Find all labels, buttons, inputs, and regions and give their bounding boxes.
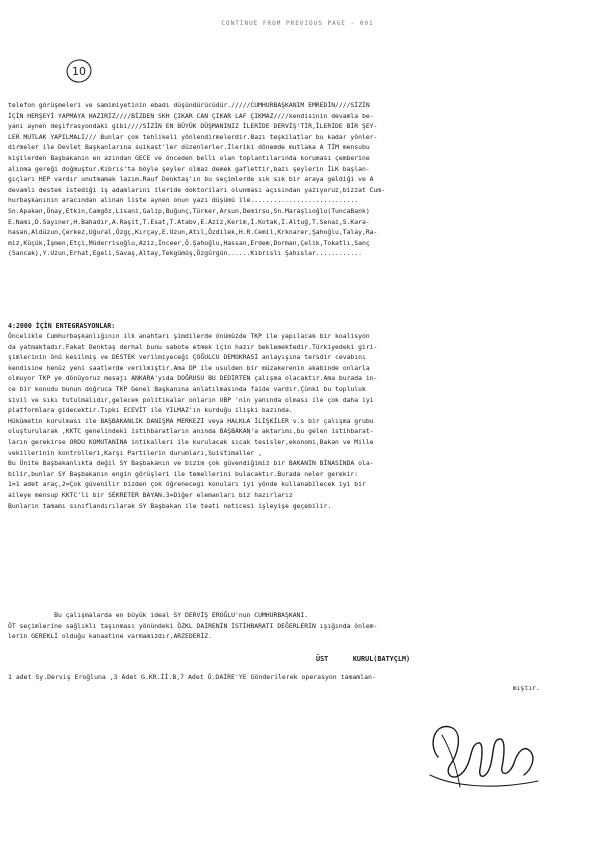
- text-line: oluşturularak ,KKTC genelindeki istihbaratların anında BAŞBAKAN'a aktarımı,bu gelen istihbarat-: [8, 427, 374, 436]
- text-line: vekillerinin kontrolleri,Karşı Partilerin durumları,Suistimaller ,: [8, 448, 262, 457]
- text-line: (Sancak),Y.Uzun,Erhat,Egeli,Savaş,Altay,Tekgümüş,Özgürgün......Kıbrıslı Şahıslar............: [8, 249, 362, 258]
- text-line: kendisine henüz yeni saatlerde verilmiştir.Ama DP ile usulden bir müzakerenin akabinde onlarla: [8, 363, 370, 372]
- text-line: devamlı destek istediği iş adamlarını ileride doktoriları olunması açısından yazıyoruz,bizzat Cum-: [8, 185, 386, 194]
- text-line: Öncelikle Cumhurbaşkanlığının ilk anahtarı şimdilerde önümüzde TKP ile yapılacak bir koalisyon: [8, 332, 370, 340]
- text-line: hurbaşkanının aracından alınan liste aynen onun yazı düşümü ile............................: [8, 196, 359, 205]
- paragraph-conclusion: [8, 610, 568, 642]
- signature-icon: [420, 705, 550, 800]
- page-number-text: 10: [72, 65, 86, 78]
- section-heading: 4:2000 İÇİN ENTEGRASYONLAR:: [8, 322, 116, 330]
- text-line: platformlara gidecektir.Tıpkı ECEVİT ile YILMAZ'ın kurduğu ilişki bazında.: [8, 406, 293, 415]
- text-line: Sn.Apakan,Önay,Etkin,Camgöz,Lisani,Galip,Buğunç,Türker,Arsun,Demirsu,Sn.Maraşlıoğlu(TuncaBank): [8, 206, 370, 215]
- text-line: gıçları HEP vardır unutmamak lazım.Rauf Denktaş'ın bu seçimlerde sık sık bir araya geldiği ve A: [8, 175, 374, 184]
- text-line: lerin GEREKLİ olduğu kanaatine varmamızdır.ARZEDERİZ.: [8, 632, 212, 641]
- text-line: ce bir konudu bunun doğruca TKP Genel Başkanına anlatılmasında faide vardır.Çünki bu topluluk: [8, 384, 366, 393]
- paragraph-integrations: [8, 331, 568, 511]
- page-header: CONTINUE FROM PREVIOUS PAGE - 001: [221, 20, 374, 27]
- text-line: İÇİN HERŞEYİ YAPMAYA HAZIRIZ////BİZDEN SKH ÇIKAR CAN ÇIKAR LAF ÇIKMAZ////kendisinin devamla be-: [8, 111, 374, 120]
- text-line: olmuyor TKP ye dönüyoruz mesajı ANKARA'yıda DOĞRUSU BU DEDİRTEN çalışma olacaktır.Ama burada in-: [8, 374, 378, 383]
- distribution-note: [8, 672, 568, 693]
- handwritten-signature: [420, 705, 550, 800]
- distribution-line: 1 adet Sy.Derviş Eroğluna ,3 Adet G.KR.İİ.B,7 Adet Ö.DAİRE'YE Gönderilerek operasyon tamamlan-: [8, 673, 376, 681]
- text-line: 1=1 adet araç,2=Çok güvenilir bizden çok öğrenecegi konuları iyi yönde kullanabilecek iyi bir: [8, 480, 366, 489]
- text-line: dirmeler ile Devlet Başkanlarına suikast'ler düzenlerler.İleriki dönemde mutlaka A TİM mensubu: [8, 143, 370, 152]
- text-line: miz,Küçük,İşmen,Etçi,Müderrisoğlu,Aziz,İnceer,Ö.Şahoğlu,Hassan,Erdem,Dorman,Çelik,Tokatlı,Sanç: [8, 238, 370, 247]
- distribution-line-end: mıştır.: [512, 683, 540, 692]
- text-line: bilir,bunlar SY Başbakanın engin görüşleri ile temellerini bulacaktır.Burada neler gerekir:: [8, 469, 359, 478]
- text-line: şimlerinin önü kesilmiş ve DESTEK verilmiyeceği ÇOĞULCU DEMOKRASİ anlayışına tersdir cevabını: [8, 353, 366, 362]
- text-line: telefon görüşmeleri ve samimiyetinin ebadı düşündürücüdür./////CUMHURBAŞKANIM EMREDİN////SİZİN: [8, 101, 370, 109]
- text-line: kişilerden Başbakanın en azından GECE ve önceden belli olan toplantılarında koruması çemberine: [8, 153, 370, 162]
- paragraph-intro: [8, 100, 568, 259]
- text-line: alınma gereği doğmuştur.Kıbrıs'ta böyle şeyler olmaz demek gaflettir,bazı şeylerin İLK başlan-: [8, 164, 370, 173]
- text-line: ların gerekirse ORDU KOMUTANINA intikalleri ile kurulacak sıcak tesisler,ekonomi,Bakan ve Mille: [8, 437, 374, 446]
- text-line: ÖT seçimlerine sağlıklı taşınması yönündeki ÖZKL DAİRENİN İSTİHBARATI DEĞERLERİN ışığında önlem-: [8, 621, 378, 630]
- text-line: aileye mensup KKTC'li bir SEKRETER BAYAN.3=Diğer elemanları biz hazırlarız: [8, 490, 293, 499]
- text-line: E.Namı,D.Sayıner,H.Bahadır,A.Raşit,T.Esat,T.Atabv,E.Aziz,Kerim,İ.Kotak,İ.Altuğ,T.Senai,S.Kara-: [8, 217, 370, 226]
- text-line: Bunların tamamı sınıflandırılarak SY Başbakan ile teati neticesi işleyişe geçebilir.: [8, 501, 332, 510]
- text-line: Hükümetin kurulması ile BAŞBAKANLIK DANIŞMA MERKEZİ veya HALKLA İLİŞKİLER v.s bir çalışma grubu: [8, 416, 374, 425]
- text-line: yanı aynen deşifrasyondaki gibi////SİZİN EN BÜYÜK DÜŞMANINIZ İLERİDE DERVİŞ'TİR,İLERİDE BİR ŞEY-: [8, 122, 378, 131]
- circled-number-icon: [64, 56, 94, 86]
- text-line: hasan,Aldüzun,Çerkez,Uğural,Özgç,Kırçay,E.Uzun,Atıl,Özdilek,H.R.Cemil,Krknarer,Şahoğlu,Talay,Ra-: [8, 228, 378, 237]
- text-line: Bu çalışmalarda en büyük ideal SY DERVİŞ EROĞLU'nun CUMHURBAŞKANI.: [8, 611, 309, 619]
- page-number-mark: [64, 56, 94, 86]
- text-line: da yatmaktadır.Fakat Denktaş derhal bunu sabote etmek için hazır beklemektedir.Türkiyedeki giri-: [8, 342, 378, 351]
- signature-block-label: ÜST KURUL(BATYÇLM): [316, 655, 411, 663]
- text-line: sivil ve sıkı tutulmalıdır,gelecek politikalar onların UBP 'nin yanında olması ile çok daha iyi: [8, 395, 374, 404]
- text-line: LER MUTLAK YAPILMALI/// Bunlar çok tehlikeli yönlendirmelerdir.Bazı teşkilatlar bu kadar yönler-: [8, 132, 378, 141]
- text-line: Bu Ünite Başbakanlıkta değil SY Başbakanın ve bizim çok güvendiğimiz bir BAKANIN BİNASINDA ola-: [8, 459, 374, 468]
